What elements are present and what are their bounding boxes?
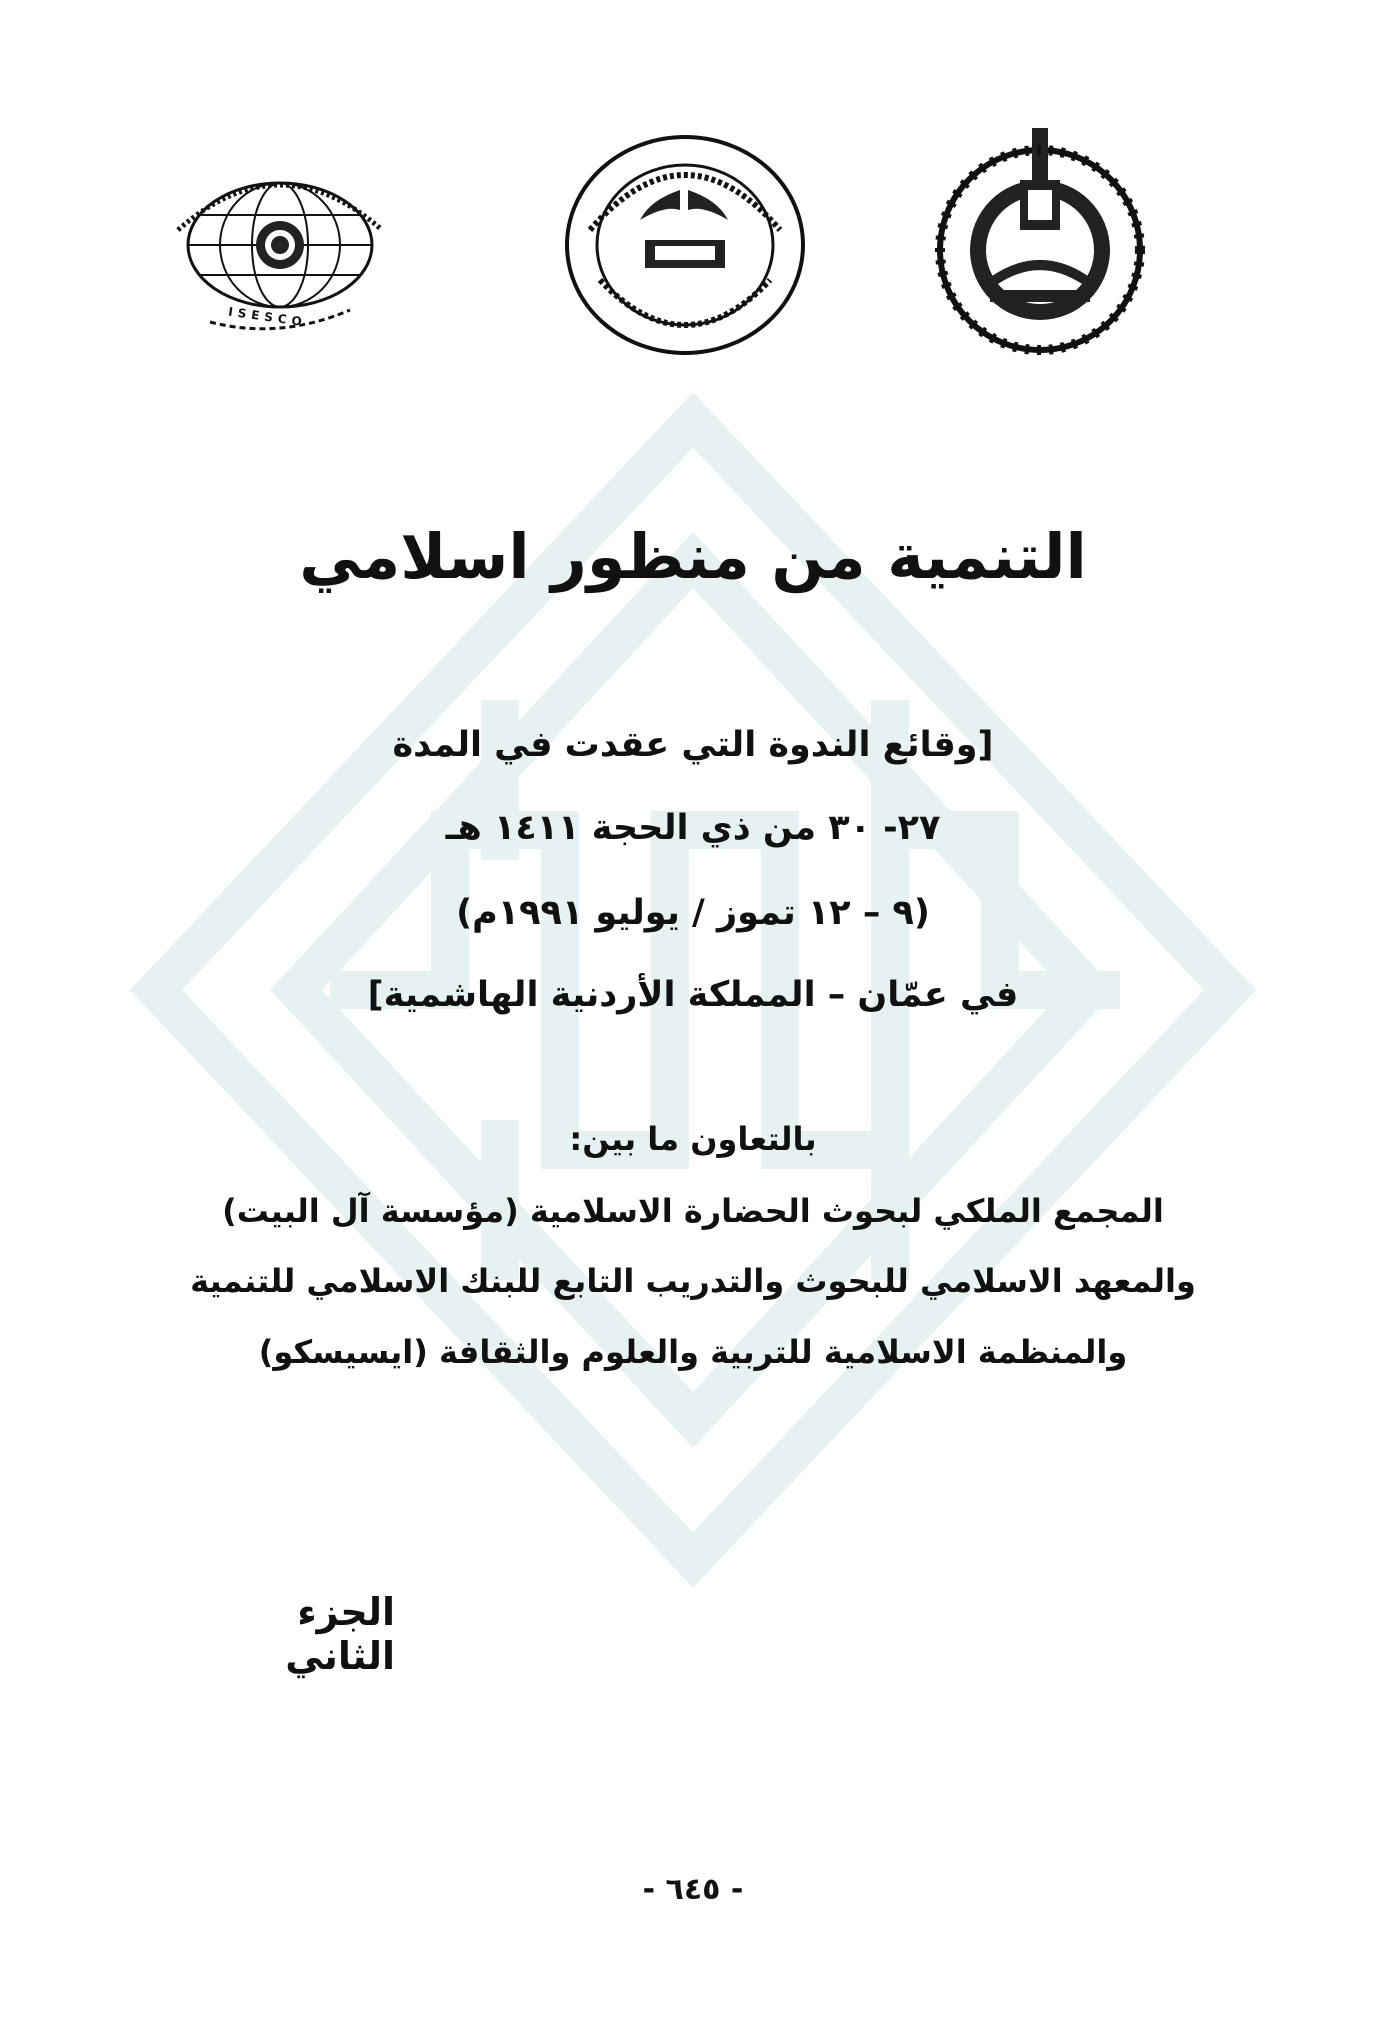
cooperation-line-1: المجمع الملكي لبحوث الحضارة الاسلامية (مؤسسة آل البيت) xyxy=(222,1192,1164,1230)
cooperation-line-3: والمنظمة الاسلامية للتربية والعلوم والثقافة (ايسيسكو) xyxy=(258,1333,1128,1371)
proceedings-line-4: في عمّان – المملكة الأردنية الهاشمية] xyxy=(367,975,1019,1015)
isesco-logo xyxy=(160,150,400,340)
proceedings-line-1: [وقائع الندوة التي عقدت في المدة xyxy=(392,725,994,765)
part-label: الجزء الثاني xyxy=(285,1590,395,1678)
isesco-caption: ISESCO xyxy=(227,304,308,330)
proceedings-line-3: (٩ – ١٢ تموز / يوليو ١٩٩١م) xyxy=(456,893,930,933)
document-title: التنمية من منظور اسلامي xyxy=(299,520,1087,593)
page-number: - ٦٤٥ - xyxy=(642,1872,744,1907)
cooperation-line-2: والمعهد الاسلامي للبحوث والتدريب التابع للبنك الاسلامي للتنمية xyxy=(190,1262,1196,1300)
cooperation-heading: بالتعاون ما بين: xyxy=(569,1120,817,1158)
islamic-development-bank-logo xyxy=(920,120,1160,360)
proceedings-line-2: ٢٧- ٣٠ من ذي الحجة ١٤١١ هـ xyxy=(445,808,941,848)
aal-al-bayt-logo xyxy=(560,130,810,360)
